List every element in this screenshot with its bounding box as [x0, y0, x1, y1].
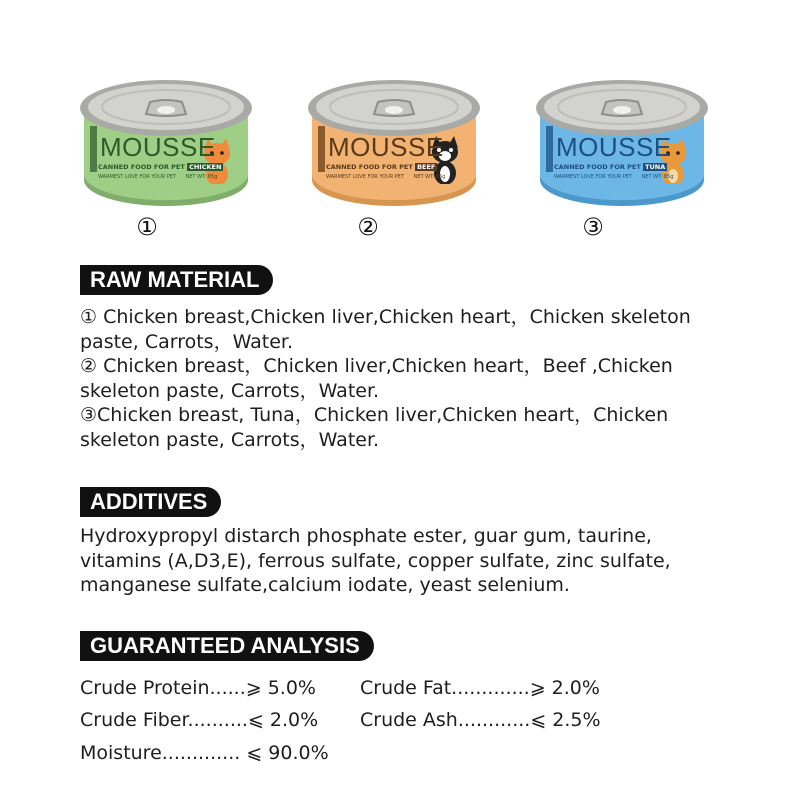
- product-number-1: ①: [136, 213, 158, 241]
- tagline-text: WARMEST LOVE FOR YOUR PET: [554, 174, 633, 180]
- raw-material-heading: RAW MATERIAL: [80, 265, 273, 295]
- guaranteed-analysis-heading: GUARANTEED ANALYSIS: [80, 631, 374, 661]
- flavor-badge: CHICKEN: [189, 163, 222, 171]
- flavor-badge: TUNA: [645, 163, 666, 171]
- net-weight: NET WT: 85g: [641, 174, 674, 180]
- brand-label: MOUSSE: [100, 132, 216, 162]
- subtitle-label: [98, 163, 223, 171]
- brand-label: MOUSSE: [328, 132, 444, 162]
- brand-label: MOUSSE: [556, 132, 672, 162]
- subtitle-text: CANNED FOOD FOR PET: [554, 163, 641, 171]
- additives-text: Hydroxypropyl distarch phosphate ester, guar gum, taurine, vitamins (A,D3,E), ferrous sulfate, copper sulfate, zinc sulfate, manganese sulfate,calcium iodate, yeast selenium.: [80, 525, 671, 596]
- product-can-chicken: [76, 74, 256, 206]
- analysis-moisture: Moisture............. ⩽ 90.0%: [80, 742, 329, 764]
- tagline-text: WARMEST LOVE FOR YOUR PET: [98, 174, 177, 180]
- raw-material-line: ② Chicken breast，Chicken liver,Chicken heart，Beef ,Chicken skeleton paste, Carrots，Water.: [80, 355, 673, 402]
- analysis-crude-fat: Crude Fat.............⩾ 2.0%: [360, 677, 600, 699]
- analysis-crude-ash: Crude Ash............⩽ 2.5%: [360, 709, 601, 731]
- analysis-crude-protein: Crude Protein......⩾ 5.0%: [80, 677, 316, 699]
- product-can-tuna: [532, 74, 712, 206]
- product-number-3: ③: [582, 213, 604, 241]
- raw-material-line: ① Chicken breast,Chicken liver,Chicken heart，Chicken skeleton paste, Carrots，Water.: [80, 306, 691, 353]
- raw-material-line: ③Chicken breast, Tuna，Chicken liver,Chicken heart，Chicken skeleton paste, Carrots，Water.: [80, 404, 669, 451]
- tagline-label: [554, 174, 673, 180]
- net-weight: NET WT: 85g: [413, 174, 446, 180]
- tagline-label: [326, 174, 445, 180]
- subtitle-label: [554, 163, 667, 171]
- additives-heading: ADDITIVES: [80, 487, 221, 517]
- subtitle-label: [326, 163, 437, 171]
- product-number-2: ②: [357, 213, 379, 241]
- flavor-badge: BEEF: [417, 163, 436, 171]
- raw-material-list: [80, 305, 720, 452]
- tagline-text: WARMEST LOVE FOR YOUR PET: [326, 174, 405, 180]
- subtitle-text: CANNED FOOD FOR PET: [326, 163, 413, 171]
- analysis-crude-fiber: Crude Fiber..........⩽ 2.0%: [80, 709, 319, 731]
- net-weight: NET WT: 85g: [185, 174, 218, 180]
- product-can-beef: [304, 74, 484, 206]
- subtitle-text: CANNED FOOD FOR PET: [98, 163, 185, 171]
- tagline-label: [98, 174, 217, 180]
